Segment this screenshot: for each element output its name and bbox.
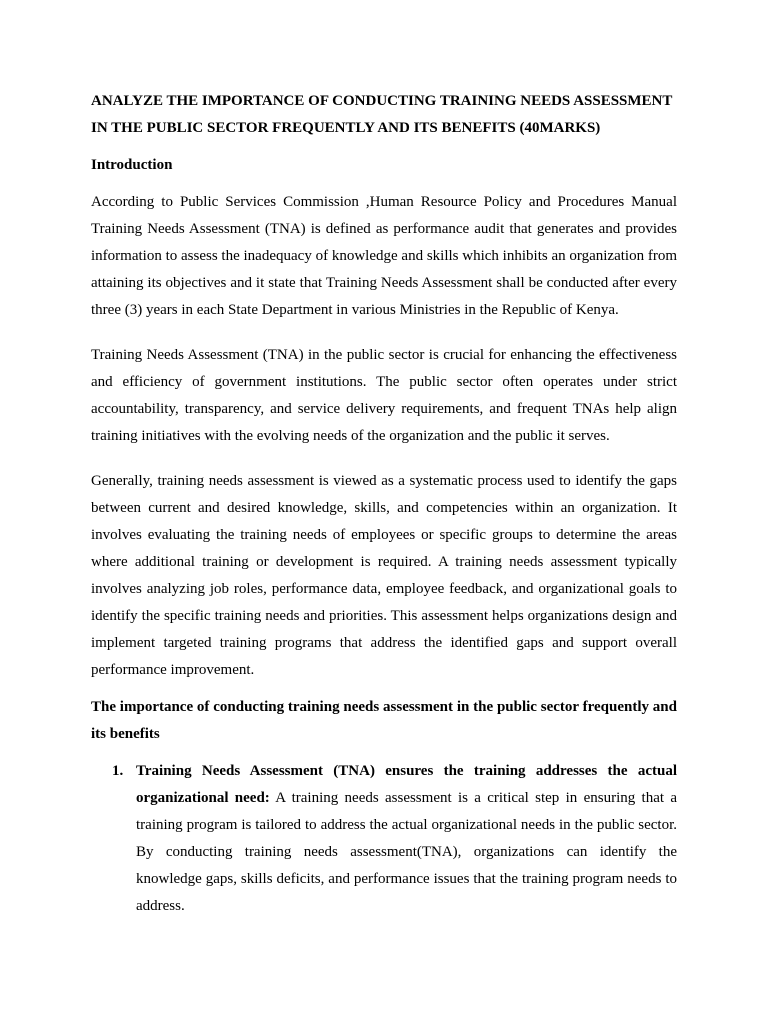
introduction-heading: Introduction: [91, 157, 173, 173]
intro-paragraph-1: According to Public Services Commission ,Human Resource Policy and Procedures Manual Training Needs Assessment (TNA) is defined as performance audit that generates and provides information to assess the inadequacy of knowledge and skills which inhibits an organization from attaining its objectives and it state that Training Needs Assessment shall be conducted after every three (3) years in each State Department in various Ministries in the Republic of Kenya.: [91, 194, 677, 318]
list-item-number: 1.: [112, 763, 124, 779]
intro-paragraph-2: Training Needs Assessment (TNA) in the public sector is crucial for enhancing the effectiveness and efficiency of government institutions. The public sector often operates under strict accountability, transparency, and service delivery requirements, and frequent TNAs help align training initiatives with the evolving needs of the organization and the public it serves.: [91, 347, 677, 444]
importance-list: [91, 758, 677, 920]
title-line-2: IN THE PUBLIC SECTOR FREQUENTLY AND ITS BENEFITS (40MARKS): [91, 120, 601, 136]
list-item: [91, 758, 677, 920]
title-line-1: ANALYZE THE IMPORTANCE OF CONDUCTING TRAINING NEEDS ASSESSMENT: [91, 93, 673, 109]
document-page: [91, 88, 677, 920]
list-item-lead: Training Needs Assessment (TNA) ensures the training addresses the actual organizational need:: [136, 763, 677, 806]
document-title: [91, 88, 677, 142]
list-item-text: A training needs assessment is a critical step in ensuring that a training program is tailored to address the actual organizational needs in the public sector. By conducting training needs assessment(TNA), organizations can identify the knowledge gaps, skills deficits, and performance issues that the training program needs to address.: [136, 790, 677, 914]
intro-paragraph-3: Generally, training needs assessment is viewed as a systematic process used to identify the gaps between current and desired knowledge, skills, and competencies within an organization. It involves evaluating the training needs of employees or specific groups to determine the areas where additional training or development is required. A training needs assessment typically involves analyzing job roles, performance data, employee feedback, and organizational goals to identify the specific training needs and priorities. This assessment helps organizations design and implement targeted training programs that address the identified gaps and support overall performance improvement.: [91, 473, 677, 678]
section-heading: The importance of conducting training needs assessment in the public sector frequently and its benefits: [91, 699, 677, 742]
